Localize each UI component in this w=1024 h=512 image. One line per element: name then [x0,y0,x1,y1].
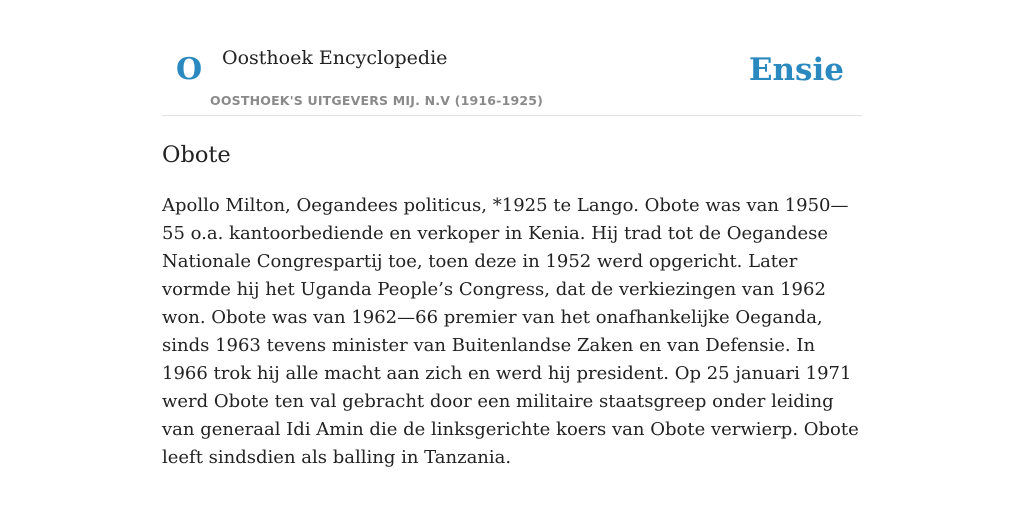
publisher-label: OOSTHOEK'S UITGEVERS MIJ. N.V (1916-1925) [210,93,544,108]
ensie-brand-link[interactable]: Ensie [748,52,844,88]
entry-body: Apollo Milton, Oegandees politicus, *1925 te Lango. Obote was van 1950—55 o.a. kantoorbediende en verkoper in Kenia. Hij trad tot de Oegandese Nationale Congrespartij toe, toen deze in 1952 werd opgericht. Later vormde hij het Uganda People’s Congress, dat de verkiezingen van 1962 won. Obote was van 1962—66 premier van het onafhankelijke Oeganda, sinds 1963 tevens minister van Buitenlandse Zaken en van Defensie. In 1966 trok hij alle macht aan zich en werd hij president. Op 25 januari 1971 werd Obote ten val gebracht door een militaire staatsgreep onder leiding van generaal Idi Amin die de linksgerichte koers van Obote verwierp. Obote leeft sindsdien als balling in Tanzania. [162,195,859,468]
entry-title: Obote [162,142,231,168]
page [162,0,862,512]
encyclopedia-logo-icon[interactable]: O [176,52,203,87]
site-title[interactable]: Oosthoek Encyclopedie [222,47,448,69]
header [162,0,862,116]
